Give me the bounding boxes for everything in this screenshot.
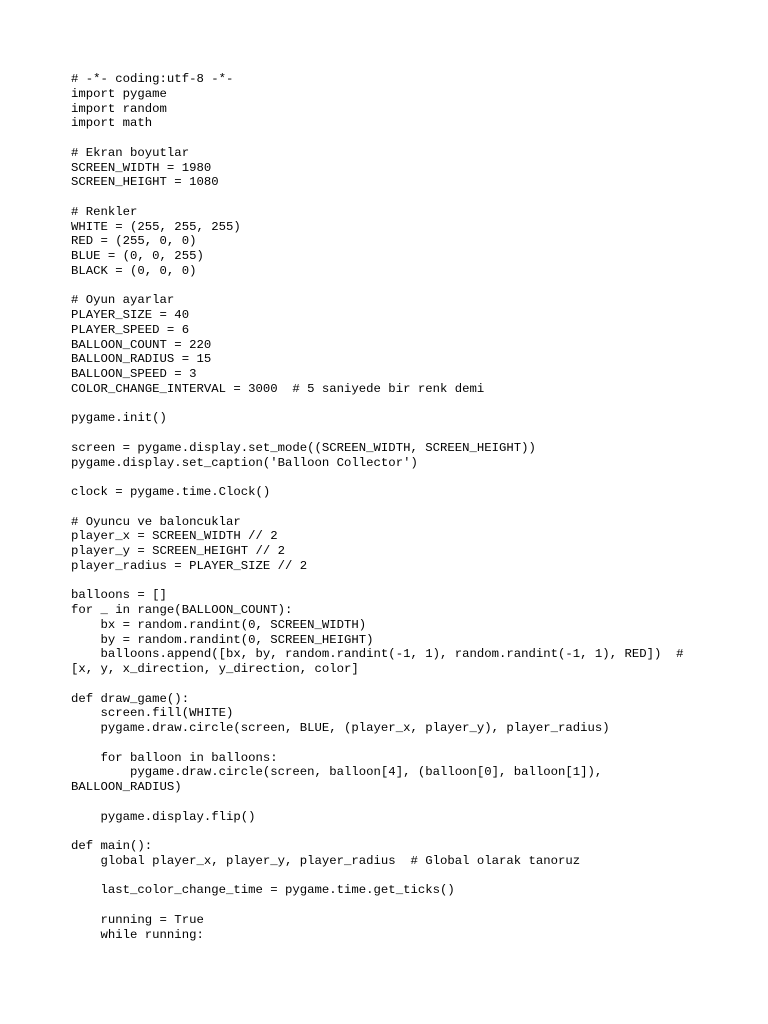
code-line: SCREEN_HEIGHT = 1080 — [71, 175, 219, 190]
code-line: player_radius = PLAYER_SIZE // 2 — [71, 558, 308, 573]
code-line: SCREEN_WIDTH = 1980 — [71, 160, 212, 175]
code-line: RED = (255, 0, 0) — [71, 234, 197, 249]
blank-line — [71, 795, 751, 810]
code-line: while running: — [71, 927, 204, 942]
blank-line — [71, 190, 751, 205]
code-line: balloons = [] — [71, 588, 167, 603]
code-line: def draw_game(): — [71, 691, 190, 706]
blank-line — [71, 397, 751, 412]
code-line: pygame.draw.circle(screen, BLUE, (player_x, player_y), player_radius) — [71, 721, 610, 735]
code-line: balloons.append([bx, by, random.randint(-1, 1), random.randint(-1, 1), RED]) # — [71, 647, 684, 662]
code-line: for balloon in balloons: — [71, 750, 278, 765]
code-line: pygame.init() — [71, 411, 167, 426]
blank-line — [71, 898, 751, 913]
blank-line — [71, 426, 751, 441]
blank-line — [71, 824, 751, 839]
blank-line — [71, 869, 751, 884]
blank-line — [71, 500, 751, 515]
blank-line — [71, 279, 751, 294]
code-line: import random — [71, 101, 167, 116]
code-line: pygame.draw.circle(screen, balloon[4], (balloon[0], balloon[1]), — [71, 765, 603, 780]
code-line: running = True — [71, 912, 204, 927]
code-line: bx = random.randint(0, SCREEN_WIDTH) — [71, 617, 367, 632]
code-line: # Ekran boyutlar — [71, 145, 190, 160]
code-line: BALLOON_RADIUS = 15 — [71, 352, 212, 367]
code-line: # Oyuncu ve baloncuklar — [71, 514, 241, 529]
code-line: # Oyun ayarlar — [71, 293, 175, 308]
blank-line — [71, 470, 751, 485]
code-line: BALLOON_SPEED = 3 — [71, 367, 197, 381]
code-line: # Renkler — [71, 204, 138, 219]
code-line: COLOR_CHANGE_INTERVAL = 3000 # 5 saniyede bir renk demi — [71, 381, 485, 396]
code-line: PLAYER_SPEED = 6 — [71, 322, 190, 337]
code-line: screen.fill(WHITE) — [71, 706, 234, 721]
blank-line — [71, 677, 751, 692]
code-line: PLAYER_SIZE = 40 — [71, 308, 190, 322]
code-line: [x, y, x_direction, y_direction, color] — [71, 662, 359, 676]
code-line: BLUE = (0, 0, 255) — [71, 249, 204, 263]
code-line: WHITE = (255, 255, 255) — [71, 219, 241, 234]
code-line: BLACK = (0, 0, 0) — [71, 263, 197, 278]
code-line: clock = pygame.time.Clock() — [71, 485, 271, 499]
code-line: player_x = SCREEN_WIDTH // 2 — [71, 529, 278, 544]
code-line: pygame.display.flip() — [71, 809, 256, 824]
code-line: pygame.display.set_caption('Balloon Collector') — [71, 455, 418, 470]
code-line: last_color_change_time = pygame.time.get_ticks() — [71, 883, 455, 898]
code-line: # -*- coding:utf-8 -*- — [71, 72, 234, 86]
blank-line — [71, 574, 751, 589]
code-line: for _ in range(BALLOON_COUNT): — [71, 603, 293, 617]
code-line: import pygame — [71, 86, 167, 101]
code-line: import math — [71, 116, 153, 131]
code-line: global player_x, player_y, player_radius # Global olarak tanoruz — [71, 853, 581, 868]
code-line: BALLOON_RADIUS) — [71, 780, 182, 794]
code-line: BALLOON_COUNT = 220 — [71, 337, 212, 352]
code-listing — [71, 72, 751, 942]
code-line: by = random.randint(0, SCREEN_HEIGHT) — [71, 632, 374, 647]
blank-line — [71, 736, 751, 751]
blank-line — [71, 131, 751, 146]
code-line: def main(): — [71, 839, 153, 853]
code-line: player_y = SCREEN_HEIGHT // 2 — [71, 544, 286, 558]
code-line: screen = pygame.display.set_mode((SCREEN_WIDTH, SCREEN_HEIGHT)) — [71, 440, 536, 455]
